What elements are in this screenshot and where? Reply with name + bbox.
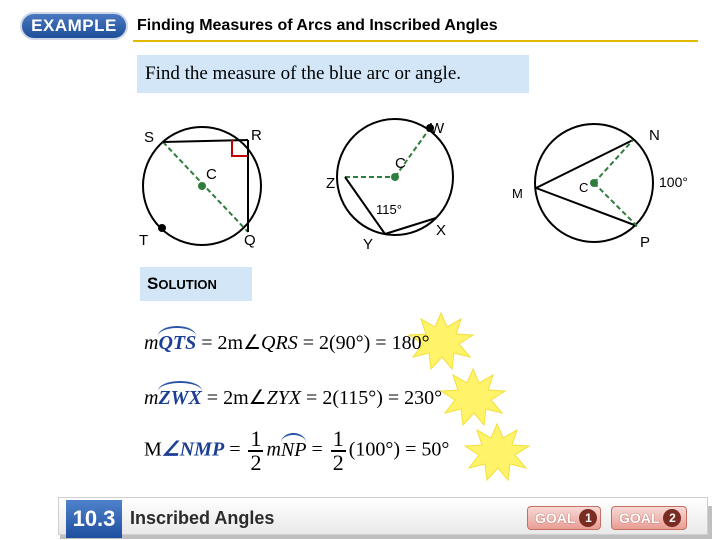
equation-3 xyxy=(144,428,449,474)
eq3-result: (100°) = 50° xyxy=(348,438,450,461)
label-n: N xyxy=(649,127,660,144)
label-q: Q xyxy=(244,232,256,249)
arc-overline-icon xyxy=(281,433,307,443)
eq2-part1: = 2m xyxy=(201,387,249,409)
solution-rest: OLUTION xyxy=(158,276,217,292)
eq3-frac2-den: 2 xyxy=(332,450,344,475)
example-badge: EXAMPLE xyxy=(20,12,128,40)
figure-1 xyxy=(139,127,262,249)
figure-2 xyxy=(326,119,453,253)
goal-1-label: GOAL xyxy=(535,510,576,526)
eq3-equals-1: = xyxy=(224,438,246,461)
radius-cp xyxy=(594,183,637,226)
eq3-arc-text: NP xyxy=(280,438,307,461)
eq3-fraction-2 xyxy=(331,428,346,474)
eq1-result: = 2(90°) = 180° xyxy=(297,332,430,354)
section-badge: 10.3 xyxy=(66,500,122,538)
eq1-arc-qts xyxy=(158,332,196,355)
eq3-M: M xyxy=(144,438,162,461)
eq3-angle-name: NMP xyxy=(179,438,225,461)
eq2-angle-symbol: ∠ xyxy=(248,387,267,409)
point-t xyxy=(158,224,166,232)
goal-1-number: 1 xyxy=(579,509,597,527)
header-title: Finding Measures of Arcs and Inscribed Angles xyxy=(137,17,498,34)
arc-qts xyxy=(144,142,248,249)
goal-1-button[interactable] xyxy=(527,506,601,530)
eq1-arc-text: QTS xyxy=(158,332,197,354)
label-r: R xyxy=(251,127,262,144)
eq3-angle-symbol: ∠ xyxy=(161,438,180,461)
eq1-angle-name: QRS xyxy=(261,332,298,354)
center-point-3 xyxy=(590,179,598,187)
prompt-text: Find the measure of the blue arc or angle. xyxy=(145,63,462,84)
eq3-m: m xyxy=(266,438,281,461)
solution-heading xyxy=(140,267,252,301)
label-y: Y xyxy=(363,236,374,253)
goal-2-button[interactable] xyxy=(611,506,687,530)
eq3-fraction-1 xyxy=(248,428,263,474)
eq2-arc-text: ZWX xyxy=(158,387,202,409)
highlight-burst-2 xyxy=(438,367,508,427)
eq1-m: m xyxy=(144,332,159,354)
label-angle-100: 100° xyxy=(659,174,688,190)
lesson-title: Inscribed Angles xyxy=(130,508,275,528)
center-point-2 xyxy=(391,173,399,181)
eq3-frac2-num: 1 xyxy=(332,426,344,451)
label-c1: C xyxy=(206,166,217,183)
eq2-m: m xyxy=(144,387,159,409)
right-angle-mark xyxy=(232,140,248,156)
eq3-arc-np xyxy=(281,439,307,462)
eq3-equals-2: = xyxy=(306,438,328,461)
label-w: W xyxy=(430,120,445,137)
label-p: P xyxy=(640,234,651,251)
figures xyxy=(0,100,720,270)
eq1-part1: = 2m xyxy=(196,332,244,354)
header-rule xyxy=(133,40,698,42)
figure-3 xyxy=(512,124,688,251)
eq1-angle-symbol: ∠ xyxy=(243,332,262,354)
solution-initial: S xyxy=(147,274,159,293)
goal-2-label: GOAL xyxy=(619,510,660,526)
radius-cn xyxy=(594,140,633,183)
equation-1 xyxy=(144,330,430,355)
eq2-angle-name: ZYX xyxy=(266,387,302,409)
chord-sr xyxy=(163,140,248,142)
prompt-box xyxy=(137,55,529,93)
center-point-1 xyxy=(198,182,206,190)
eq2-arc-zwx xyxy=(158,387,201,410)
label-x: X xyxy=(436,222,447,239)
arc-overline-icon xyxy=(158,381,201,391)
eq3-frac1-num: 1 xyxy=(250,426,262,451)
label-c2: C xyxy=(395,155,406,172)
label-t: T xyxy=(139,232,149,249)
eq2-result: = 2(115°) = 230° xyxy=(301,387,443,409)
equation-2 xyxy=(144,385,442,410)
eq3-frac1-den: 2 xyxy=(250,450,262,475)
arc-overline-icon xyxy=(158,326,196,336)
highlight-burst-3 xyxy=(462,421,532,483)
label-c3: C xyxy=(579,180,589,195)
label-angle-115: 115° xyxy=(376,202,402,217)
goal-2-number: 2 xyxy=(663,509,681,527)
chord-yx xyxy=(385,218,436,234)
label-z: Z xyxy=(326,175,336,192)
label-m: M xyxy=(512,186,523,201)
label-s: S xyxy=(144,129,155,146)
